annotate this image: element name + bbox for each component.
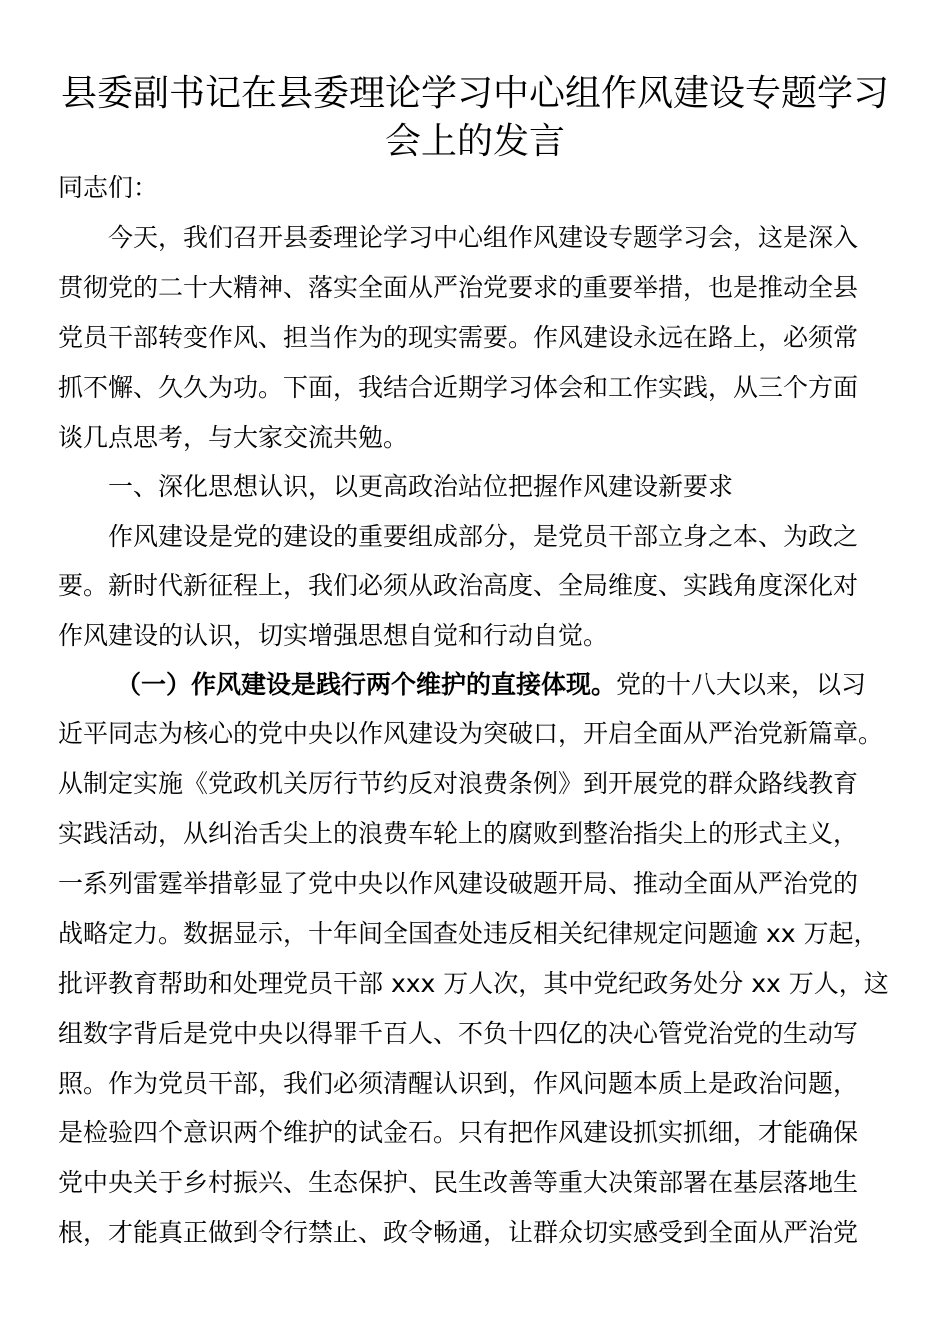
paragraph-line: 谈几点思考，与大家交流共勉。 (58, 423, 409, 452)
paragraph-line: 根，才能真正做到令行禁止、政令畅通，让群众切实感受到全面从严治党 (58, 1218, 859, 1247)
title-line: 会上的发言 (384, 121, 565, 162)
paragraph-line: 近平同志为核心的党中央以作风建设为突破口，开启全面从严治党新篇章。 (58, 719, 884, 748)
paragraph-line: 一系列雷霆举措彰显了党中央以作风建设破题开局、推动全面从严治党的 (58, 869, 859, 898)
paragraph-line: 今天，我们召开县委理论学习中心组作风建设专题学习会，这是深入 (108, 223, 859, 252)
document-title (30, 70, 920, 166)
paragraph-line: 抓不懈、久久为功。下面，我结合近期学习体会和工作实践，从三个方面 (58, 373, 859, 402)
paragraph-line: 是检验四个意识两个维护的试金石。只有把作风建设抓实抓细，才能确保 (58, 1118, 859, 1147)
point-heading-line (116, 665, 866, 705)
paragraph-line: 战略定力。数据显示，十年间全国查处违反相关纪律规定问题逾 xx 万起， (58, 919, 879, 948)
salutation: 同志们： (58, 173, 159, 202)
paragraph-line: 党中央关于乡村振兴、生态保护、民生改善等重大决策部署在基层落地生 (58, 1168, 859, 1197)
paragraph-line: 作风建设是党的建设的重要组成部分，是党员干部立身之本、为政之 (108, 522, 859, 551)
title-line: 县委副书记在县委理论学习中心组作风建设专题学习 (60, 73, 889, 114)
paragraph-line: 组数字背后是党中央以得罪千百人、不负十四亿的决心管党治党的生动写 (58, 1019, 859, 1048)
paragraph-line: 照。作为党员干部，我们必须清醒认识到，作风问题本质上是政治问题， (58, 1069, 859, 1098)
paragraph-line: 批评教育帮助和处理党员干部 xxx 万人次，其中党纪政务处分 xx 万人，这 (58, 969, 889, 998)
paragraph-line: 党员干部转变作风、担当作为的现实需要。作风建设永远在路上，必须常 (58, 323, 859, 352)
paragraph-line: 实践活动，从纠治舌尖上的浪费车轮上的腐败到整治指尖上的形式主义， (58, 819, 859, 848)
paragraph-line: 从制定实施《党政机关厉行节约反对浪费条例》到开展党的群众路线教育 (58, 769, 859, 798)
section-heading: 一、深化思想认识，以更高政治站位把握作风建设新要求 (108, 472, 734, 501)
paragraph-line: 作风建设的认识，切实增强思想自觉和行动自觉。 (58, 621, 609, 650)
paragraph-line: 要。新时代新征程上，我们必须从政治高度、全局维度、实践角度深化对 (58, 571, 859, 600)
point-heading-bold: （一）作风建设是践行两个维护的直接体现。 (116, 670, 617, 699)
paragraph-line: 贯彻党的二十大精神、落实全面从严治党要求的重要举措，也是推动全县 (58, 273, 859, 302)
point-heading-rest: 党的十八大以来，以习 (616, 670, 867, 699)
